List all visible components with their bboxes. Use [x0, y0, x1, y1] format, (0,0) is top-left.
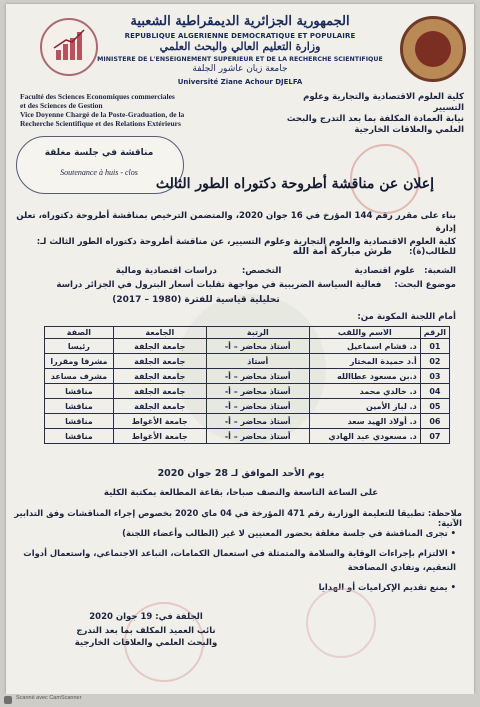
measure-item: • الالتزام بإجراءات الوقاية والسلامة والمتمثلة في استعمال الكمامات، التباعد الاجتماعي، واستعمال أدوات التعقيم، وتفادي المصافحة: [16, 546, 456, 574]
signature-date: الجلفة في: 19 جوان 2020: [89, 612, 203, 622]
faculty-ar-line: نيابة العمادة المكلفة بما بعد التدرج والبحث: [286, 114, 464, 124]
ministry-ar: وزارة التعليم العالي والبحث العلمي: [159, 40, 321, 53]
ministry-fr: MINISTERE DE L'ENSEIGNEMENT SUPERIEUR ET DE LA RECHERCHE SCIENTIFIQUE: [97, 56, 383, 63]
signature-stamp: [306, 588, 376, 658]
measure-item: • تجرى المناقشة في جلسة مغلقة بحضور المعنيين لا غير (الطالب وأعضاء اللجنة): [16, 526, 456, 540]
table-cell: أستاذ محاضر – أ-: [206, 399, 309, 414]
measures-list: [16, 526, 456, 594]
intro-paragraph: [8, 210, 456, 249]
table-cell: جامعة الأغواط: [113, 414, 206, 429]
camscanner-icon: [4, 696, 12, 704]
faculty-ar-line: العلمي والعلاقات الخارجية: [354, 125, 464, 135]
table-cell: مناقشا: [45, 414, 114, 429]
table-cell: 02: [420, 354, 449, 369]
intro-line: بناء على مقرر رقم 144 المؤرخ في 16 جوان 2020، والمتضمن الترخيص بمناقشة أطروحة دكتوراه، تعلن إدارة: [16, 211, 456, 234]
announcement-title: إعلان عن مناقشة أطروحة دكتوراه الطور الثالث: [155, 176, 434, 192]
table-cell: د. خالدي محمد: [309, 384, 420, 399]
column-header: الاسم واللقب: [309, 327, 420, 339]
column-header: الجامعة: [113, 327, 206, 339]
table-cell: مناقشا: [45, 384, 114, 399]
table-cell: أستاذ: [206, 354, 309, 369]
table-cell: مناقشا: [45, 429, 114, 444]
branch-line: [16, 266, 456, 276]
republic-fr: REPUBLIQUE ALGERIENNE DEMOCRATIQUE ET POPULAIRE: [124, 32, 356, 40]
table-cell: أ.د حميدة المختار: [309, 354, 420, 369]
defense-time-place: على الساعة التاسعة والنصف صباحا، بقاعة المطالعة بمكتبة الكلية: [103, 488, 379, 498]
topic-text: فعالية السياسة الضريبية في مواجهة تقلبات أسعار البترول في الجزائر دراسة: [56, 280, 382, 290]
table-row: [45, 384, 450, 399]
specialty-value: دراسات اقتصادية ومالية: [115, 266, 217, 276]
branch-value: علوم اقتصادية: [354, 266, 416, 276]
table-row: [45, 429, 450, 444]
table-cell: د.بن مسعود عطاالله: [309, 369, 420, 384]
table-cell: جامعة الجلفة: [113, 354, 206, 369]
university-fr: Université Ziane Achour DJELFA: [177, 78, 303, 86]
faculty-fr: [20, 92, 220, 128]
column-header: الصفة: [45, 327, 114, 339]
specialty-label: التخصص:: [241, 266, 282, 276]
faculty-fr-line: Recherche Scientifique et des Relations Extérieurs: [20, 119, 181, 128]
committee-table: [44, 326, 450, 444]
table-cell: 05: [420, 399, 449, 414]
table-cell: د. أولاد الهيد سعد: [309, 414, 420, 429]
faculty-ar-line: كلية العلوم الاقتصادية والتجارية وعلوم التسيير: [303, 92, 464, 113]
table-cell: أستاذ محاضر – أ-: [206, 369, 309, 384]
table-cell: 01: [420, 339, 449, 354]
scanner-label: Scanné avec CamScanner: [16, 695, 82, 701]
faculty-fr-line: Faculté des Sciences Economiques commerciales: [20, 92, 175, 101]
signature-title-1: نائب العميد المكلف بما بعد التدرج: [76, 626, 216, 636]
table-cell: مشرف مساعد: [45, 369, 114, 384]
committee-label: أمام اللجنة المكونة من:: [357, 312, 456, 322]
table-cell: 06: [420, 414, 449, 429]
table-cell: 07: [420, 429, 449, 444]
column-header: الرتبة: [206, 327, 309, 339]
faculty-fr-line: Vice Doyenne Chargé de la Poste-Graduation, de la: [20, 110, 185, 119]
measure-item: • يمنع تقديم الإكراميات أو الهدايا: [16, 580, 456, 594]
table-cell: د. مسعودي عبد الهادي: [309, 429, 420, 444]
table-cell: د. قشام اسماعيل: [309, 339, 420, 354]
faculty-fr-line: et des Sciences de Gestion: [20, 101, 103, 110]
table-row: [45, 399, 450, 414]
table-row: [45, 369, 450, 384]
ministerial-note: ملاحظة: تطبيقا للتعليمة الوزارية رقم 471 المؤرخة في 04 ماي 2020 بخصوص إجراء المناقشات وفق التدابير الآتية:: [14, 508, 462, 528]
candidate-label: للطالب(ة):: [408, 247, 456, 257]
defense-date: يوم الأحد الموافق لـ 28 جوان 2020: [157, 468, 325, 479]
table-cell: جامعة الجلفة: [113, 399, 206, 414]
table-cell: أستاذ محاضر – أ-: [206, 339, 309, 354]
signature-title-2: والبحث العلمي والعلاقات الخارجية: [74, 638, 218, 648]
faculty-ar: [284, 92, 464, 136]
cloud-text-fr: Soutenance à huis - clos: [60, 168, 138, 177]
topic-line: [16, 280, 456, 290]
topic-label: موضوع البحث:: [394, 280, 456, 290]
candidate-name: طرش مباركة أمة الله: [292, 246, 392, 257]
table-row: [45, 339, 450, 354]
table-cell: جامعة الجلفة: [113, 384, 206, 399]
table-cell: أستاذ محاضر – أ-: [206, 414, 309, 429]
column-header: الرقم: [420, 327, 449, 339]
table-cell: أستاذ محاضر – أ-: [206, 384, 309, 399]
table-cell: جامعة الجلفة: [113, 339, 206, 354]
table-cell: 03: [420, 369, 449, 384]
document-page: [6, 4, 474, 694]
intro-line: كلية العلوم الاقتصادية والعلوم التجارية وعلوم التسيير، عن مناقشة أطروحة دكتوراه الطور الثالث لـ:: [36, 237, 456, 247]
table-cell: 04: [420, 384, 449, 399]
table-row: [45, 354, 450, 369]
candidate-line: [16, 246, 456, 257]
table-cell: مشرفا ومقررا: [45, 354, 114, 369]
table-cell: أستاذ محاضر – أ-: [206, 429, 309, 444]
table-cell: د. لباز الأمين: [309, 399, 420, 414]
cloud-text-ar: مناقشة في جلسة مغلقة: [44, 148, 154, 158]
table-cell: مناقشا: [45, 399, 114, 414]
table-cell: جامعة الأغواط: [113, 429, 206, 444]
table-row: [45, 414, 450, 429]
branch-label: الشعبة:: [424, 266, 456, 276]
topic-line-2: تحليلية قياسية للفترة (1980 – 2017): [112, 295, 280, 305]
republic-ar: الجمهورية الجزائرية الديمقراطية الشعبية: [130, 14, 350, 29]
table-header-row: [45, 327, 450, 339]
table-cell: رئيسا: [45, 339, 114, 354]
table-cell: جامعة الجلفة: [113, 369, 206, 384]
university-ar: جامعة زيان عاشور الجلفة: [192, 64, 288, 74]
